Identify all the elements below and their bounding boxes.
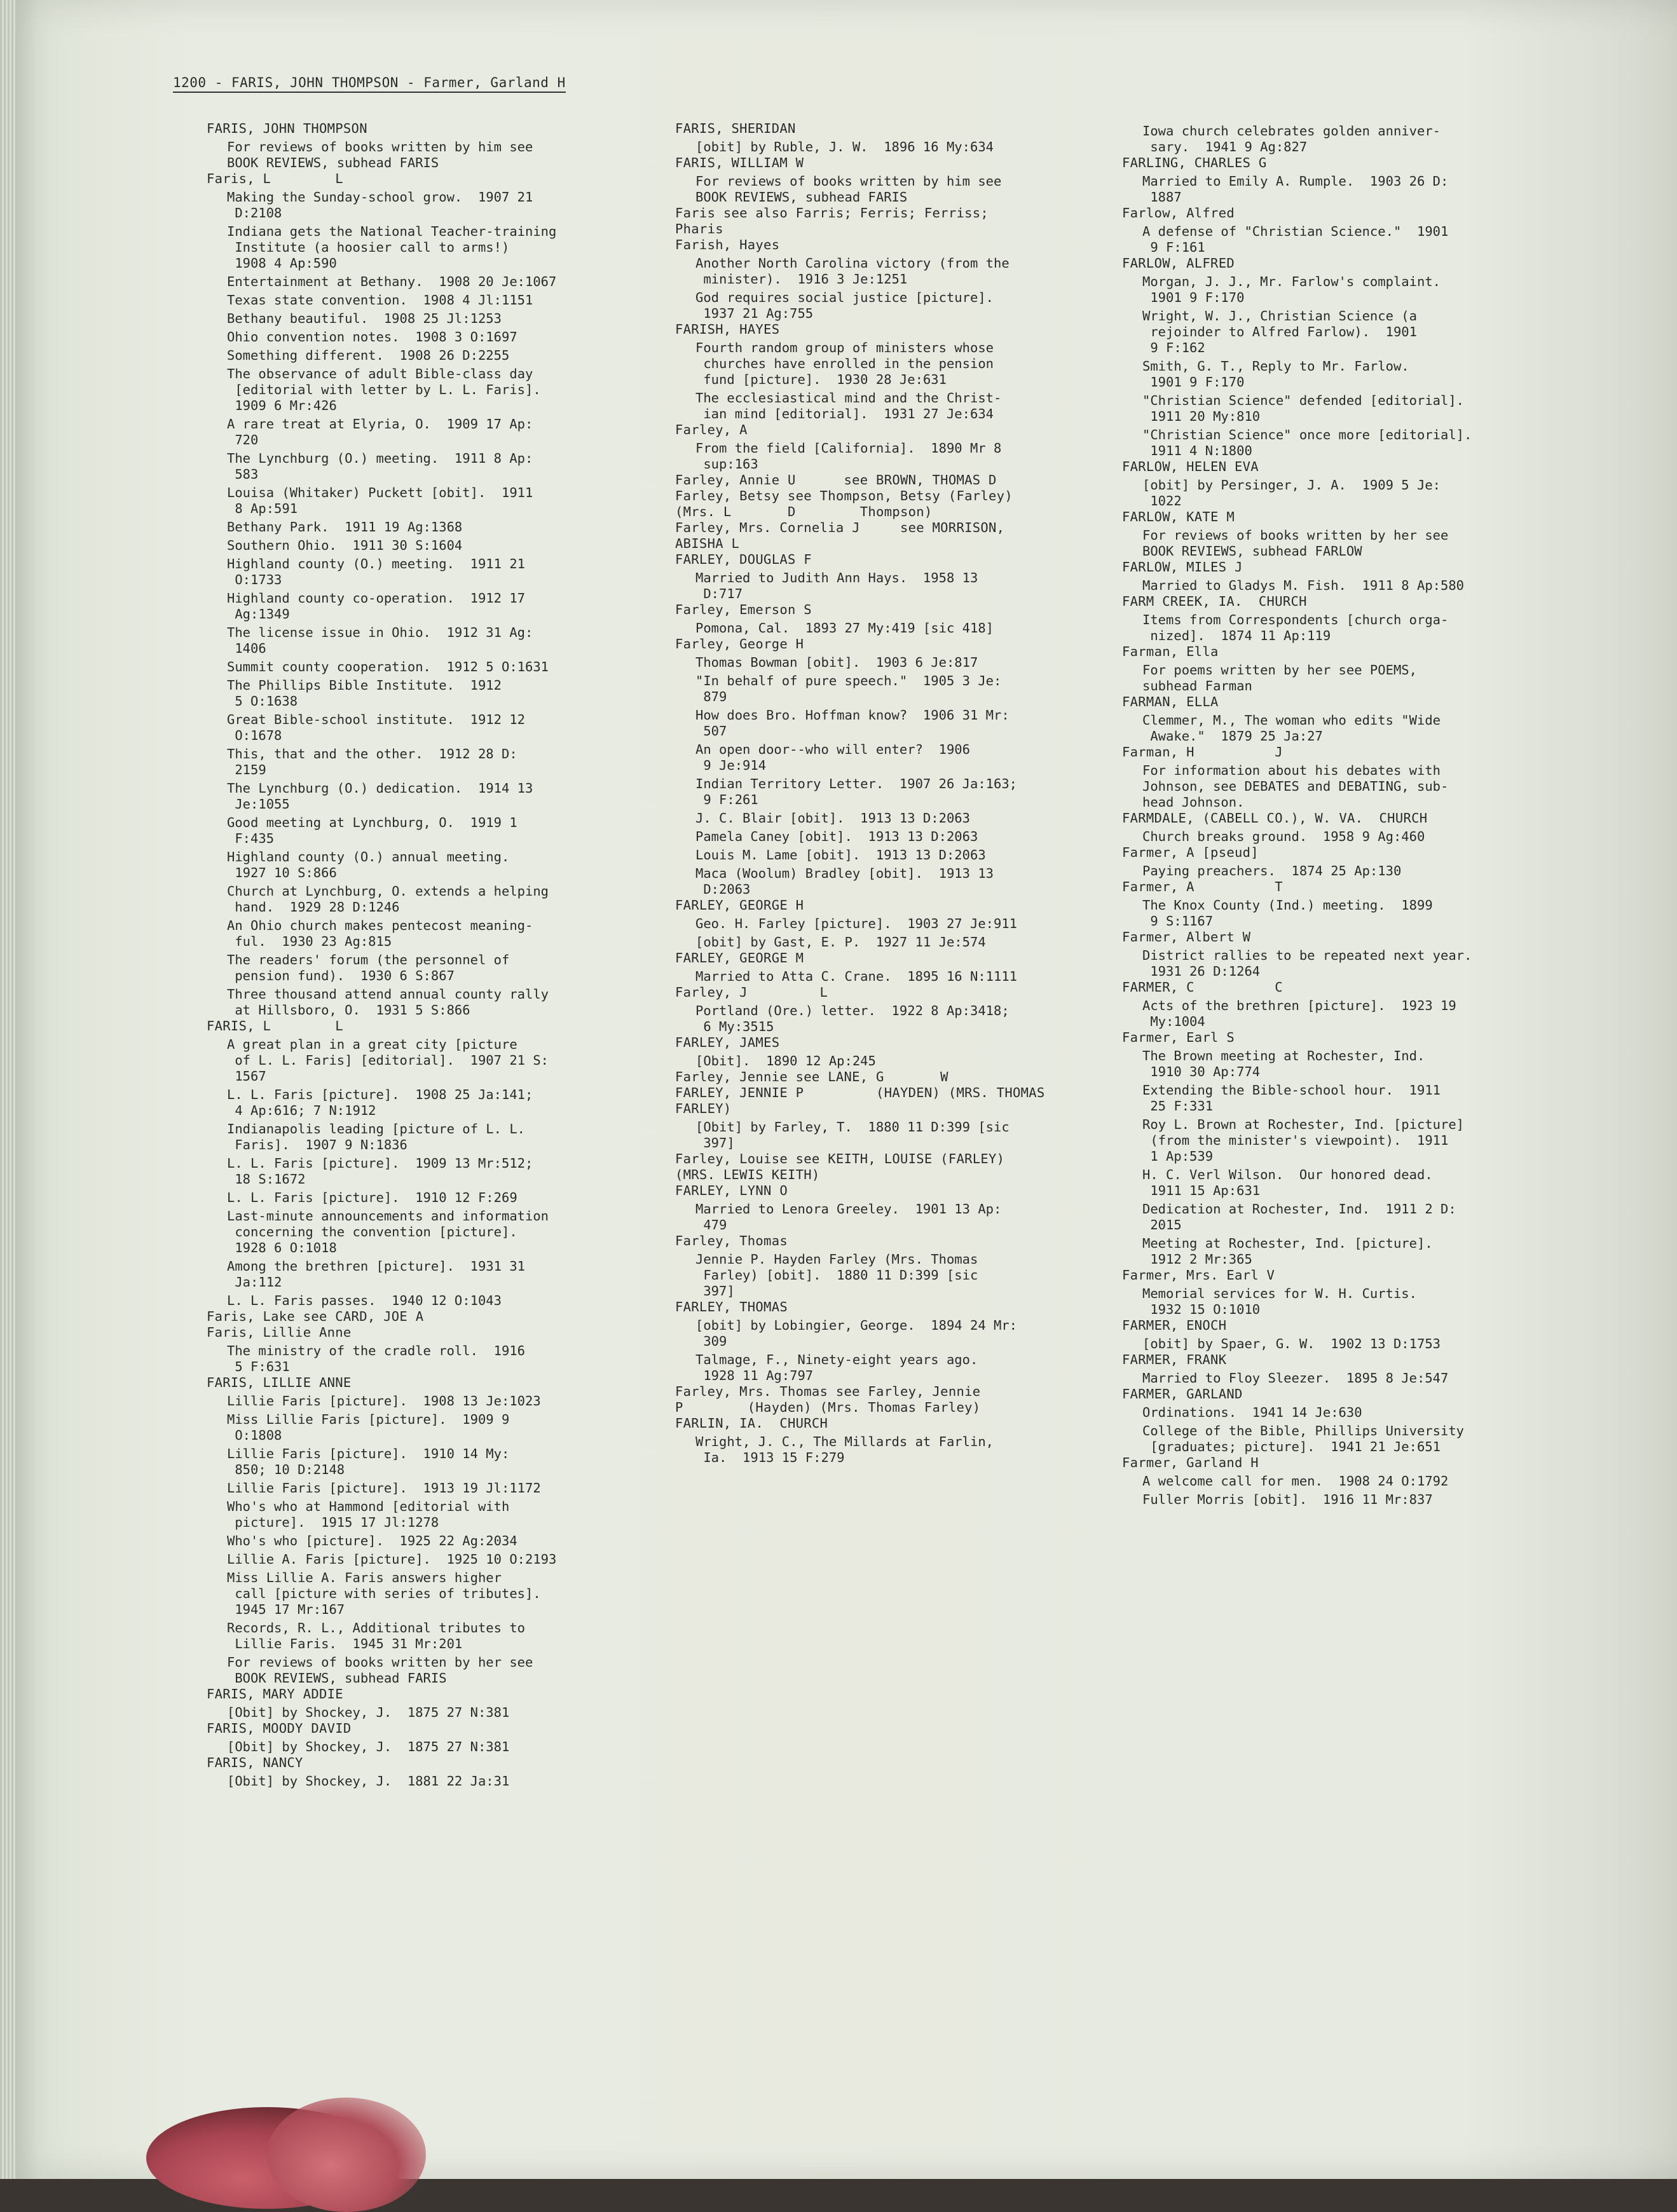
citation: Roy L. Brown at Rochester, Ind. [picture] (from the minister's viewpoint). 1911 1 Ap:539 xyxy=(1142,1117,1465,1164)
entry-heading: FARLEY, LYNN O xyxy=(675,1183,788,1198)
citation: A welcome call for men. 1908 24 O:1792 xyxy=(1142,1473,1449,1489)
entry-heading: Faris, Lake see CARD, JOE A xyxy=(207,1309,424,1324)
entry-heading: FARIS, LILLIE ANNE xyxy=(207,1375,352,1390)
entry-heading: Farlow, Alfred xyxy=(1122,205,1235,221)
index-entry xyxy=(675,520,1120,552)
index-entry xyxy=(675,636,1120,898)
index-entry xyxy=(1122,845,1561,879)
index-entry xyxy=(1122,694,1561,744)
index-entry xyxy=(675,1299,1120,1384)
citation: Highland county co-operation. 1912 17 Ag:1349 xyxy=(227,591,525,622)
entry-heading: FARLEY, JAMES xyxy=(675,1035,780,1050)
citation: Morgan, J. J., Mr. Farlow's complaint. 1901 9 F:170 xyxy=(1142,274,1441,305)
index-entry xyxy=(1122,1386,1561,1455)
entry-heading: Farley, Betsy see Thompson, Betsy (Farley) (Mrs. L D Thompson) xyxy=(675,488,1013,519)
entry-heading: Farmer, A [pseud] xyxy=(1122,845,1259,860)
citation: The Brown meeting at Rochester, Ind. 1910 30 Ap:774 xyxy=(1142,1048,1425,1079)
entry-heading: FARIS, SHERIDAN xyxy=(675,121,796,136)
index-entry xyxy=(1122,1030,1561,1267)
index-entry xyxy=(207,1309,664,1325)
citation: The Lynchburg (O.) dedication. 1914 13 Je:1055 xyxy=(227,781,533,812)
citation: The ecclesiastical mind and the Christ- ian mind [editorial]. 1931 27 Je:634 xyxy=(695,390,1002,421)
citation: Indiana gets the National Teacher-training Institute (a hoosier call to arms!) 1908 4 Ap:590 xyxy=(227,224,557,271)
citation: Ohio convention notes. 1908 3 O:1697 xyxy=(227,329,517,345)
entry-heading: FARIS, WILLIAM W xyxy=(675,155,804,170)
entry-heading: Farley, J L xyxy=(675,985,828,1000)
entry-heading: FARLEY, JENNIE P (HAYDEN) (MRS. THOMAS FARLEY) xyxy=(675,1085,1045,1116)
index-entry xyxy=(675,422,1120,472)
citation: Church breaks ground. 1958 9 Ag:460 xyxy=(1142,829,1425,844)
citation: A great plan in a great city [picture of L. L. Faris] [editorial]. 1907 21 S: 1567 xyxy=(227,1037,549,1084)
entry-heading: Farley, Mrs. Thomas see Farley, Jennie P (Hayden) (Mrs. Thomas Farley) xyxy=(675,1384,981,1415)
citation: Miss Lillie A. Faris answers higher call [picture with series of tributes]. 1945 17 Mr:167 xyxy=(227,1570,541,1617)
citation: A defense of "Christian Science." 1901 9 F:161 xyxy=(1142,224,1449,255)
citation: Good meeting at Lynchburg, O. 1919 1 F:435 xyxy=(227,815,517,846)
citation: [Obit]. 1890 12 Ap:245 xyxy=(695,1053,876,1068)
index-entry xyxy=(207,1375,664,1686)
index-entry xyxy=(675,1233,1120,1299)
entry-heading: Farley, Emerson S xyxy=(675,602,812,617)
citation: Miss Lillie Faris [picture]. 1909 9 O:1808 xyxy=(227,1412,510,1443)
citation: Who's who [picture]. 1925 22 Ag:2034 xyxy=(227,1533,517,1548)
citation: Married to Gladys M. Fish. 1911 8 Ap:580 xyxy=(1142,578,1465,593)
index-entry xyxy=(207,171,664,1018)
citation: [obit] by Spaer, G. W. 1902 13 D:1753 xyxy=(1142,1336,1441,1351)
entry-heading: Farley, Mrs. Cornelia J see MORRISON, ABISHA L xyxy=(675,520,1005,551)
citation: Ordinations. 1941 14 Je:630 xyxy=(1142,1405,1362,1420)
entry-heading: Farmer, Garland H xyxy=(1122,1455,1259,1470)
entry-heading: FARIS, MARY ADDIE xyxy=(207,1686,343,1702)
entry-heading: FARMER, ENOCH xyxy=(1122,1318,1227,1333)
citation: Entertainment at Bethany. 1908 20 Je:1067 xyxy=(227,274,557,289)
citation: The Phillips Bible Institute. 1912 5 O:1638 xyxy=(227,678,502,709)
citation: [obit] by Ruble, J. W. 1896 16 My:634 xyxy=(695,139,994,154)
citation: "Christian Science" defended [editorial]. 1911 20 My:810 xyxy=(1142,393,1465,424)
index-entry xyxy=(1122,1352,1561,1386)
citation: H. C. Verl Wilson. Our honored dead. 1911 15 Ap:631 xyxy=(1142,1167,1433,1198)
citation: Texas state convention. 1908 4 Jl:1151 xyxy=(227,292,533,308)
entry-heading: Farish, Hayes xyxy=(675,237,780,252)
index-entry xyxy=(675,1035,1120,1069)
citation: L. L. Faris [picture]. 1910 12 F:269 xyxy=(227,1190,517,1205)
citation: "Christian Science" once more [editorial]. 1911 4 N:1800 xyxy=(1142,427,1472,458)
index-entry xyxy=(207,1325,664,1375)
citation: Records, R. L., Additional tributes to Lillie Faris. 1945 31 Mr:201 xyxy=(227,1620,525,1651)
citation: For information about his debates with Johnson, see DEBATES and DEBATING, sub- head Johnson. xyxy=(1142,763,1449,810)
entry-heading: Farley, Jennie see LANE, G W xyxy=(675,1069,948,1084)
citation: Bethany beautiful. 1908 25 Jl:1253 xyxy=(227,311,502,326)
index-entry xyxy=(207,1721,664,1755)
citation: Indian Territory Letter. 1907 26 Ja:163; 9 F:261 xyxy=(695,776,1018,807)
citation: Louisa (Whitaker) Puckett [obit]. 1911 8 Ap:591 xyxy=(227,485,533,516)
citation: Indianapolis leading [picture of L. L. Faris]. 1907 9 N:1836 xyxy=(227,1121,525,1152)
index-entry xyxy=(675,322,1120,422)
citation: Dedication at Rochester, Ind. 1911 2 D: 2015 xyxy=(1142,1201,1456,1232)
citation: Lillie Faris [picture]. 1910 14 My: 850; 10 D:2148 xyxy=(227,1446,510,1477)
entry-heading: FARLEY, THOMAS xyxy=(675,1299,788,1314)
citation: The readers' forum (the personnel of pension fund). 1930 6 S:867 xyxy=(227,952,510,983)
citation: Geo. H. Farley [picture]. 1903 27 Je:911 xyxy=(695,916,1018,931)
citation: Fourth random group of ministers whose churches have enrolled in the pension fund [picture]. 1930 28 Je:631 xyxy=(695,340,994,387)
citation: Acts of the brethren [picture]. 1923 19 My:1004 xyxy=(1142,998,1456,1029)
citation: Iowa church celebrates golden anniver- sary. 1941 9 Ag:827 xyxy=(1142,123,1441,154)
entry-heading: Farley, George H xyxy=(675,636,804,652)
column-left xyxy=(207,121,664,1789)
citation: The observance of adult Bible-class day [editorial with letter by L. L. Faris]. 1909 6 Mr:426 xyxy=(227,366,541,413)
citation: Meeting at Rochester, Ind. [picture]. 1912 2 Mr:365 xyxy=(1142,1236,1433,1267)
entry-heading: Farley, Thomas xyxy=(675,1233,788,1248)
index-entry xyxy=(1122,1318,1561,1352)
citation: Extending the Bible-school hour. 1911 25 F:331 xyxy=(1142,1082,1441,1114)
citation: Wright, W. J., Christian Science (a rejoinder to Alfred Farlow). 1901 9 F:162 xyxy=(1142,308,1417,355)
entry-heading: Farmer, Earl S xyxy=(1122,1030,1235,1045)
entry-heading: FARLOW, MILES J xyxy=(1122,559,1243,575)
citation: Thomas Bowman [obit]. 1903 6 Je:817 xyxy=(695,655,978,670)
entry-heading: FARLEY, GEORGE H xyxy=(675,898,804,913)
entry-heading: FARIS, JOHN THOMPSON xyxy=(207,121,367,136)
citation: Wright, J. C., The Millards at Farlin, Ia. 1913 15 F:279 xyxy=(695,1434,994,1465)
column-middle xyxy=(675,121,1120,1466)
index-entry xyxy=(1122,1267,1561,1318)
entry-heading: Farley, Annie U see BROWN, THOMAS D xyxy=(675,472,997,488)
index-entry xyxy=(1122,1455,1561,1508)
entry-heading: Farley, Louise see KEITH, LOUISE (FARLEY) (MRS. LEWIS KEITH) xyxy=(675,1151,1005,1182)
entry-heading: FARLEY, DOUGLAS F xyxy=(675,552,812,567)
index-entry xyxy=(675,1384,1120,1416)
citation: Lillie Faris [picture]. 1913 19 Jl:1172 xyxy=(227,1480,541,1496)
citation: An Ohio church makes pentecost meaning- ful. 1930 23 Ag:815 xyxy=(227,918,533,949)
index-entry xyxy=(1122,459,1561,509)
citation: Making the Sunday-school grow. 1907 21 D:2108 xyxy=(227,189,533,221)
entry-heading: FARLING, CHARLES G xyxy=(1122,155,1267,170)
citation: Among the brethren [picture]. 1931 31 Ja:112 xyxy=(227,1259,525,1290)
citation: Married to Judith Ann Hays. 1958 13 D:717 xyxy=(695,570,978,601)
index-entry xyxy=(675,602,1120,636)
entry-heading: FARLOW, ALFRED xyxy=(1122,256,1235,271)
citation: [Obit] by Shockey, J. 1875 27 N:381 xyxy=(227,1705,510,1720)
citation: Talmage, F., Ninety-eight years ago. 1928 11 Ag:797 xyxy=(695,1352,978,1383)
entry-heading: Faris, L L xyxy=(207,171,343,186)
citation: For reviews of books written by her see BOOK REVIEWS, subhead FARLOW xyxy=(1142,528,1449,559)
index-entry xyxy=(1122,205,1561,256)
index-entry xyxy=(1122,644,1561,694)
citation: Paying preachers. 1874 25 Ap:130 xyxy=(1142,863,1402,878)
citation: "In behalf of pure speech." 1905 3 Je: 879 xyxy=(695,673,1002,704)
citation: Great Bible-school institute. 1912 12 O:1678 xyxy=(227,712,525,743)
citation: The Knox County (Ind.) meeting. 1899 9 S:1167 xyxy=(1142,898,1433,929)
index-entry xyxy=(1122,929,1561,980)
index-entry xyxy=(1122,509,1561,559)
citation: For reviews of books written by him see BOOK REVIEWS, subhead FARIS xyxy=(695,174,1002,205)
citation: Maca (Woolum) Bradley [obit]. 1913 13 D:2063 xyxy=(695,866,994,897)
entry-heading: FARMER, C C xyxy=(1122,980,1283,995)
index-entry xyxy=(1122,123,1561,155)
index-entry xyxy=(207,1755,664,1789)
index-entry xyxy=(1122,256,1561,459)
citation: [Obit] by Shockey, J. 1881 22 Ja:31 xyxy=(227,1773,510,1789)
citation: Married to Lenora Greeley. 1901 13 Ap: 479 xyxy=(695,1201,1002,1232)
entry-heading: FARLOW, HELEN EVA xyxy=(1122,459,1259,474)
index-entry xyxy=(675,1085,1120,1151)
citation: Three thousand attend annual county rally at Hillsboro, O. 1931 5 S:866 xyxy=(227,987,549,1018)
citation: Pamela Caney [obit]. 1913 13 D:2063 xyxy=(695,829,978,844)
citation: How does Bro. Hoffman know? 1906 31 Mr: 507 xyxy=(695,707,1010,739)
index-entry xyxy=(675,121,1120,155)
citation: God requires social justice [picture]. 1937 21 Ag:755 xyxy=(695,290,994,321)
entry-heading: Faris see also Farris; Ferris; Ferriss; Pharis xyxy=(675,205,989,236)
index-entry xyxy=(1122,810,1561,845)
citation: Lillie A. Faris [picture]. 1925 10 O:2193 xyxy=(227,1552,557,1567)
entry-heading: FARMER, FRANK xyxy=(1122,1352,1227,1367)
entry-heading: FARLOW, KATE M xyxy=(1122,509,1235,524)
entry-heading: FARMER, GARLAND xyxy=(1122,1386,1243,1402)
citation: Jennie P. Hayden Farley (Mrs. Thomas Farley) [obit]. 1880 11 D:399 [sic 397] xyxy=(695,1252,978,1299)
index-entry xyxy=(207,1686,664,1721)
citation: [Obit] by Farley, T. 1880 11 D:399 [sic 397] xyxy=(695,1119,1010,1150)
index-entry xyxy=(1122,155,1561,205)
entry-heading: FARISH, HAYES xyxy=(675,322,780,337)
citation: Something different. 1908 26 D:2255 xyxy=(227,348,510,363)
citation: [Obit] by Shockey, J. 1875 27 N:381 xyxy=(227,1739,510,1754)
index-entry xyxy=(675,205,1120,237)
citation: The ministry of the cradle roll. 1916 5 F:631 xyxy=(227,1343,525,1374)
index-entry xyxy=(1122,980,1561,1030)
entry-heading: Farmer, Albert W xyxy=(1122,929,1251,945)
entry-heading: FARIS, MOODY DAVID xyxy=(207,1721,352,1736)
index-entry xyxy=(675,552,1120,602)
running-head: 1200 - FARIS, JOHN THOMPSON - Farmer, Garland H xyxy=(173,75,566,93)
index-entry xyxy=(207,1018,664,1309)
citation: Southern Ohio. 1911 30 S:1604 xyxy=(227,538,463,553)
citation: Smith, G. T., Reply to Mr. Farlow. 1901 9 F:170 xyxy=(1142,358,1409,390)
index-entry xyxy=(675,472,1120,488)
citation: From the field [California]. 1890 Mr 8 sup:163 xyxy=(695,440,1002,472)
citation: Portland (Ore.) letter. 1922 8 Ap:3418; 6 My:3515 xyxy=(695,1003,1010,1034)
citation: District rallies to be repeated next year. 1931 26 D:1264 xyxy=(1142,948,1472,979)
index-entry xyxy=(675,1416,1120,1466)
citation: For reviews of books written by him see BOOK REVIEWS, subhead FARIS xyxy=(227,139,533,170)
entry-heading: FARLEY, GEORGE M xyxy=(675,950,804,966)
citation: Lillie Faris [picture]. 1908 13 Je:1023 xyxy=(227,1393,541,1409)
citation: [obit] by Lobingier, George. 1894 24 Mr: 309 xyxy=(695,1318,1018,1349)
citation: L. L. Faris [picture]. 1908 25 Ja:141; 4 Ap:616; 7 N:1912 xyxy=(227,1087,533,1118)
index-entry xyxy=(675,950,1120,985)
citation: Another North Carolina victory (from the minister). 1916 3 Je:1251 xyxy=(695,256,1010,287)
page-stack-edge xyxy=(0,0,17,2179)
citation: [obit] by Persinger, J. A. 1909 5 Je: 1022 xyxy=(1142,477,1441,509)
entry-heading: Farley, A xyxy=(675,422,748,437)
index-entry xyxy=(675,1069,1120,1085)
entry-heading: Faris, Lillie Anne xyxy=(207,1325,352,1340)
index-entry xyxy=(675,985,1120,1035)
citation: Who's who at Hammond [editorial with picture]. 1915 17 Jl:1278 xyxy=(227,1499,510,1530)
index-entry xyxy=(207,121,664,171)
citation: Bethany Park. 1911 19 Ag:1368 xyxy=(227,519,463,535)
entry-heading: Farmer, A T xyxy=(1122,879,1283,894)
citation: Fuller Morris [obit]. 1916 11 Mr:837 xyxy=(1142,1492,1433,1507)
citation: Memorial services for W. H. Curtis. 1932 15 O:1010 xyxy=(1142,1286,1417,1317)
index-entry xyxy=(675,1151,1120,1183)
citation: Louis M. Lame [obit]. 1913 13 D:2063 xyxy=(695,847,986,863)
citation: For poems written by her see POEMS, subhead Farman xyxy=(1142,662,1417,693)
entry-heading: FARMDALE, (CABELL CO.), W. VA. CHURCH xyxy=(1122,810,1428,826)
citation: The Lynchburg (O.) meeting. 1911 8 Ap: 583 xyxy=(227,451,533,482)
entry-heading: FARM CREEK, IA. CHURCH xyxy=(1122,594,1307,609)
citation: Married to Atta C. Crane. 1895 16 N:1111 xyxy=(695,969,1018,984)
entry-heading: FARIS, L L xyxy=(207,1018,343,1034)
citation: This, that and the other. 1912 28 D: 2159 xyxy=(227,746,517,777)
entry-heading: Farmer, Mrs. Earl V xyxy=(1122,1267,1275,1283)
index-entry xyxy=(1122,744,1561,810)
citation: Last-minute announcements and information concerning the convention [picture]. 1928 6 O:1018 xyxy=(227,1208,549,1255)
citation: A rare treat at Elyria, O. 1909 17 Ap: 720 xyxy=(227,416,533,447)
citation: L. L. Faris passes. 1940 12 O:1043 xyxy=(227,1293,502,1308)
citation: Married to Floy Sleezer. 1895 8 Je:547 xyxy=(1142,1370,1449,1386)
index-entry xyxy=(1122,559,1561,594)
entry-heading: Farman, H J xyxy=(1122,744,1283,760)
citation: J. C. Blair [obit]. 1913 13 D:2063 xyxy=(695,810,970,826)
citation: [obit] by Gast, E. P. 1927 11 Je:574 xyxy=(695,934,986,950)
entry-heading: FARLIN, IA. CHURCH xyxy=(675,1416,828,1431)
index-entry xyxy=(1122,879,1561,929)
index-entry xyxy=(675,155,1120,205)
index-entry xyxy=(675,237,1120,322)
index-entry xyxy=(675,488,1120,520)
citation: Highland county (O.) meeting. 1911 21 O:1733 xyxy=(227,556,525,587)
citation: An open door--who will enter? 1906 9 Je:914 xyxy=(695,742,970,773)
citation: College of the Bible, Phillips University [graduates; picture]. 1941 21 Je:651 xyxy=(1142,1423,1465,1454)
citation: Highland county (O.) annual meeting. 1927 10 S:866 xyxy=(227,849,510,880)
entry-heading: FARIS, NANCY xyxy=(207,1755,303,1770)
citation: For reviews of books written by her see BOOK REVIEWS, subhead FARIS xyxy=(227,1655,533,1686)
citation: Summit county cooperation. 1912 5 O:1631 xyxy=(227,659,549,674)
column-right xyxy=(1122,121,1561,1508)
citation: Clemmer, M., The woman who edits "Wide Awake." 1879 25 Ja:27 xyxy=(1142,713,1441,744)
index-entry xyxy=(675,898,1120,950)
citation: Married to Emily A. Rumple. 1903 26 D: 1887 xyxy=(1142,174,1449,205)
citation: Items from Correspondents [church orga- nized]. 1874 11 Ap:119 xyxy=(1142,612,1449,643)
entry-heading: Farman, Ella xyxy=(1122,644,1219,659)
thumb-image xyxy=(267,2098,426,2212)
index-entry xyxy=(1122,594,1561,644)
index-entry xyxy=(675,1183,1120,1233)
citation: Pomona, Cal. 1893 27 My:419 [sic 418] xyxy=(695,620,994,636)
citation: L. L. Faris [picture]. 1909 13 Mr:512; 18 S:1672 xyxy=(227,1156,533,1187)
entry-heading: FARMAN, ELLA xyxy=(1122,694,1219,709)
citation: Church at Lynchburg, O. extends a helping hand. 1929 28 D:1246 xyxy=(227,884,549,915)
citation: The license issue in Ohio. 1912 31 Ag: 1406 xyxy=(227,625,533,656)
